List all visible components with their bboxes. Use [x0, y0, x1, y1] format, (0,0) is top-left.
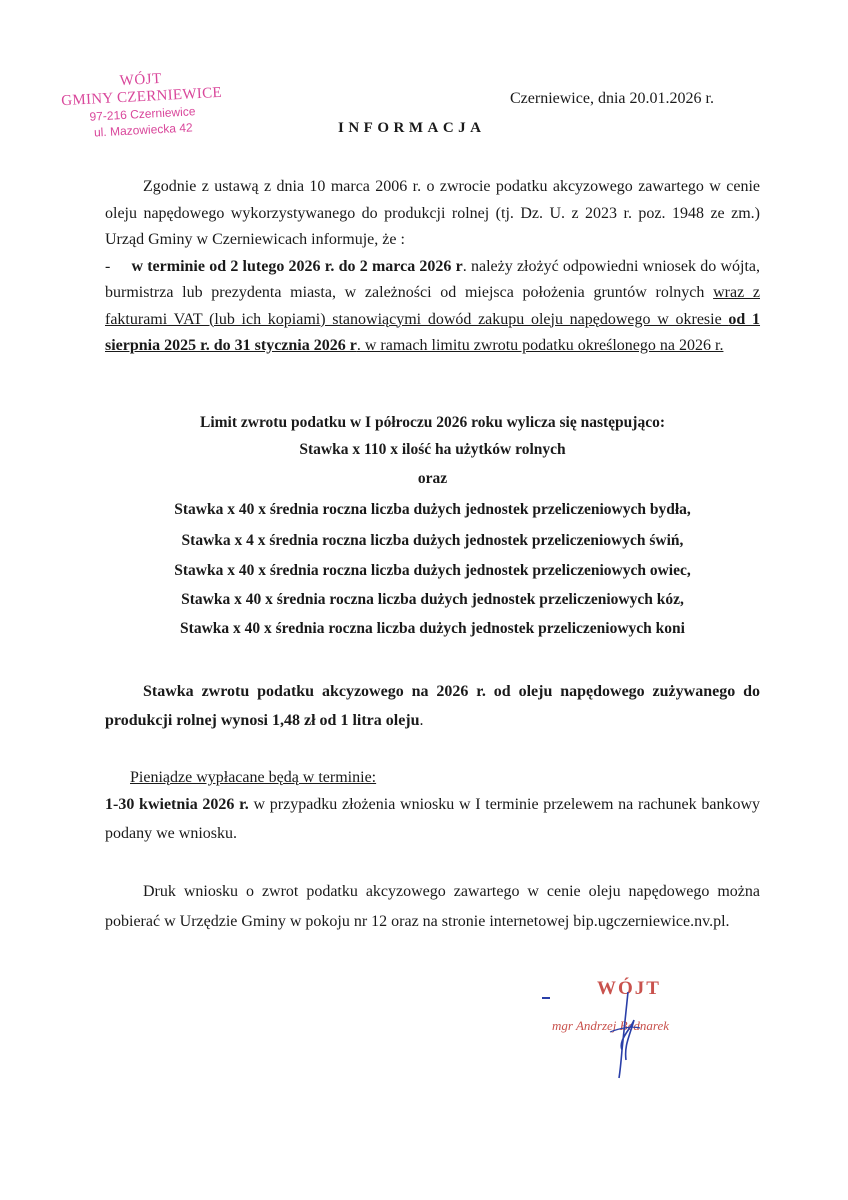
invoice-requirement: wraz z fakturami VAT (lub ich kopiami) stanowiącymi dowód zakupu oleju napędowego w okresie	[105, 284, 760, 328]
handwritten-signature-icon	[600, 990, 650, 1080]
formula-livestock-pigs: Stawka x 4 x średnia roczna liczba dużych jednostek przeliczeniowych świń,	[181, 532, 684, 549]
payment-paragraph	[105, 790, 760, 848]
payment-details: w przypadku złożenia wniosku w I terminie przelewem na rachunek bankowy podany we wniosku.	[105, 796, 761, 842]
formula-livestock-sheep: Stawka x 40 x średnia roczna liczba dużych jednostek przeliczeniowych owiec,	[174, 562, 691, 579]
bullet-dash: -	[105, 257, 111, 275]
invoice-period: od 1 sierpnia 2025 r. do 31 stycznia 2026 r	[105, 310, 761, 354]
office-stamp	[50, 67, 233, 142]
ink-mark	[542, 997, 550, 999]
intro-paragraph: Zgodnie z ustawą z dnia 10 marca 2006 r. o zwrocie podatku akcyzowego zawartego w cenie oleju napędowego wykorzystywanego do produkcji rolnej (tj. Dz. U. z 2023 r. poz. 1948 ze zm.) Urząd Gminy w Czerniewicach informuje, że :	[105, 178, 760, 248]
formula-connector: oraz	[417, 470, 448, 487]
rate-text: Stawka zwrotu podatku akcyzowego na 2026 r. od oleju napędowego zużywanego do produkcji rolnej wynosi 1,48 zł od 1 litra oleju	[105, 683, 760, 729]
formula-livestock-goats: Stawka x 40 x średnia roczna liczba dużych jednostek przeliczeniowych kóz,	[181, 591, 684, 608]
deadline-bullet	[105, 254, 760, 360]
limit-heading: Limit zwrotu podatku w I półroczu 2026 roku wylicza się następująco:	[199, 414, 665, 431]
deadline-text: . należy złożyć odpowiedni wniosek do wójta, burmistrza lub prezydenta miasta, w zależności od miejsca położenia gruntów rolnych	[105, 257, 761, 301]
stamp-line-1: WÓJT	[119, 70, 163, 90]
rate-paragraph	[105, 677, 760, 735]
signature-title: WÓJT	[597, 978, 661, 999]
rate-end: .	[419, 712, 424, 729]
deadline-term: w terminie od 2 lutego 2026 r. do 2 marca 2026 r	[131, 257, 463, 275]
formula-livestock-horses: Stawka x 40 x średnia roczna liczba dużych jednostek przeliczeniowych koni	[180, 620, 685, 637]
payment-heading	[130, 765, 376, 792]
form-info-paragraph: Druk wniosku o zwrot podatku akcyzowego zawartego w cenie oleju napędowego można pobierać w Urzędzie Gminy w pokoju nr 12 oraz na stronie internetowej bip.ugczerniewice.nv.pl.	[105, 883, 760, 930]
payment-heading-text: Pieniądze wypłacane będą w terminie:	[130, 769, 377, 786]
formula-land: Stawka x 110 x ilość ha użytków rolnych	[299, 441, 566, 458]
stamp-line-3: 97-216 Czerniewice	[89, 104, 196, 124]
document-title: INFORMACJA	[338, 120, 486, 136]
stamp-line-2: GMINY CZERNIEWICE	[60, 84, 223, 110]
stamp-line-4: ul. Mazowiecka 42	[93, 120, 193, 140]
formula-livestock-cattle: Stawka x 40 x średnia roczna liczba dużych jednostek przeliczeniowych bydła,	[174, 501, 691, 518]
body-text	[105, 174, 760, 360]
limit-note: . w ramach limitu zwrotu podatku określonego na 2026 r.	[356, 337, 724, 354]
date-line: Czerniewice, dnia 20.01.2026 r.	[510, 90, 714, 107]
signature-name: mgr Andrzej Bednarek	[552, 1018, 669, 1033]
payment-period: 1-30 kwietnia 2026 r.	[105, 796, 249, 813]
